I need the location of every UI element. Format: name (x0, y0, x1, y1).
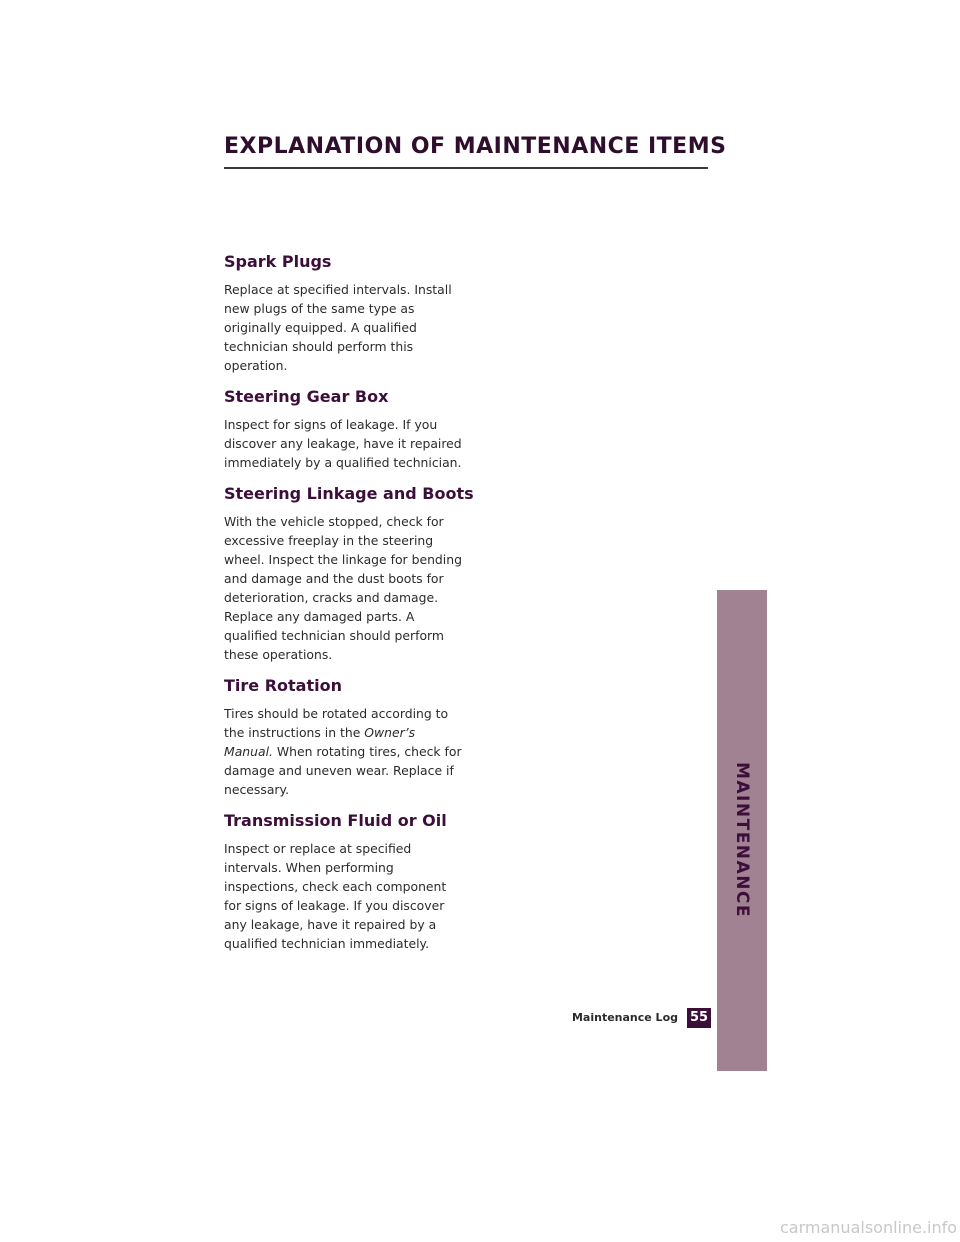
section-body: Replace at specified intervals. Install new plugs of the same type as originally equipped. A qualified technician should perform this operation. (224, 282, 452, 373)
section-transmission-fluid-or-oil (224, 811, 464, 953)
section-body: With the vehicle stopped, check for excessive freeplay in the steering wheel. Inspect the linkage for bending and damage and the dust boots for deterioration, cracks and damage. Replace any damaged parts. A qualified technician should perform these operations. (224, 514, 462, 662)
footer-section-label: Maintenance Log (571, 1011, 678, 1024)
page-number: 55 (687, 1008, 711, 1028)
section-spark-plugs (224, 252, 464, 375)
section-title: Tire Rotation (224, 676, 342, 695)
section-body-text: Tires should be rotated according to the instructions in the (224, 706, 449, 740)
section-tire-rotation (224, 676, 464, 799)
maintenance-items (224, 252, 474, 965)
side-tab-label: MAINTENANCE (732, 761, 752, 919)
section-title: Steering Gear Box (224, 387, 389, 406)
watermark: carmanualsonline.info (780, 1218, 958, 1237)
header-divider (224, 167, 708, 169)
section-body: Inspect for signs of leakage. If you discover any leakage, have it repaired immediately by a qualified technician. (224, 417, 462, 470)
page-title: EXPLANATION OF MAINTENANCE ITEMS (224, 134, 727, 159)
section-body (224, 704, 464, 799)
section-steering-linkage-and-boots (224, 484, 474, 664)
section-body: Inspect or replace at specified intervals. When performing inspections, check each component for signs of leakage. If you discover any leakage, have it repaired by a qualified technician immediately. (224, 841, 447, 951)
owners-manual-reference: Owner’s Manual. (224, 725, 416, 759)
side-tab (717, 590, 767, 1071)
section-title: Steering Linkage and Boots (224, 484, 474, 503)
section-steering-gear-box (224, 387, 464, 472)
section-body-text: When rotating tires, check for damage and uneven wear. Replace if necessary. (224, 744, 462, 797)
section-title: Transmission Fluid or Oil (224, 811, 447, 830)
section-title: Spark Plugs (224, 252, 332, 271)
